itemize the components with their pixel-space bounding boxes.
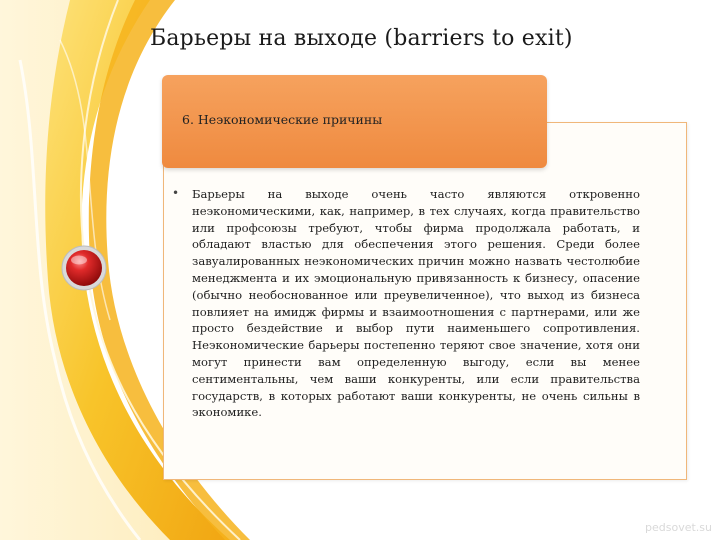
list-item: [170, 186, 640, 421]
bullet-list: [170, 186, 640, 421]
section-header-box: [162, 75, 547, 168]
section-header-text: 6. Неэкономические причины: [182, 112, 383, 127]
watermark: pedsovet.su: [645, 521, 712, 534]
bullet-text: Барьеры на выходе очень часто являются откровенно неэкономическими, как, например, в тех случаях, когда правительство или профсоюзы требуют, чтобы фирма продолжала работать, и обладают властью для обеспечения этого решения. Среди более завуалированных неэкономических причин можно назвать честолюбие менеджмента и их эмоциональную привязанность к бизнесу, опасение (обычно необоснованное или преувеличенное), что выход из бизнеса повлияет на имидж фирмы и взаимоотношения с партнерами, или же просто бездействие и выбор пути наименьшего сопротивления. Неэкономические барьеры постепенно теряют свое значение, хотя они могут принести вам определенную выгоду, если вы менее сентиментальны, чем ваши конкуренты, или если правительства государств, в которых работают ваши конкуренты, не очень сильны в экономике.: [192, 187, 640, 420]
slide-title: Барьеры на выходе (barriers to exit): [150, 26, 573, 51]
bullet-marker: •: [172, 186, 180, 200]
red-orb-icon: [60, 244, 108, 292]
